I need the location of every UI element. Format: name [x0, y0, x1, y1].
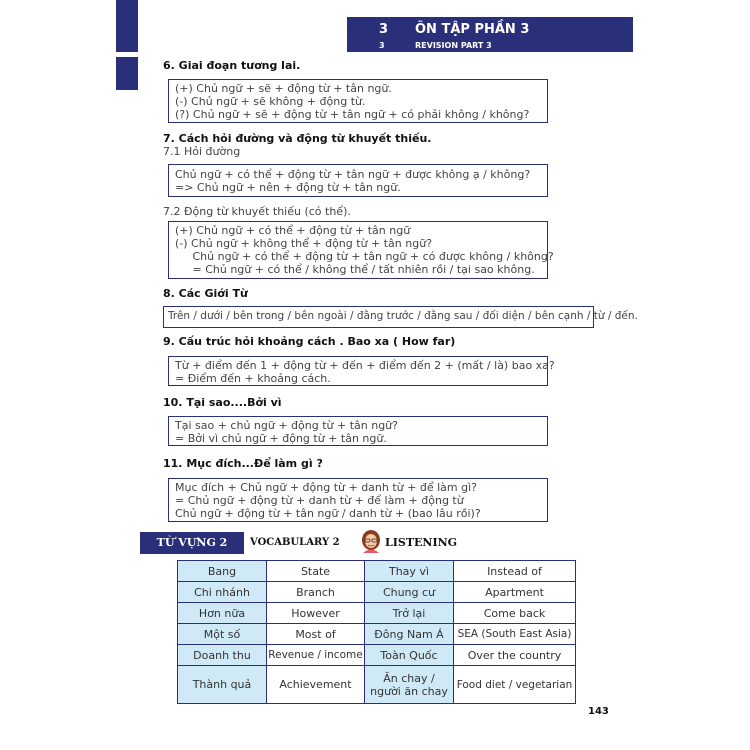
vocabulary-title-en: VOCABULARY 2	[250, 537, 340, 548]
formula-line: Mục đích + Chủ ngữ + động từ + danh từ + để làm gì?	[175, 481, 477, 494]
vocab-vi-cell: Thay vì	[365, 561, 454, 582]
table-row	[178, 624, 576, 645]
section-6-box	[168, 79, 548, 123]
formula-line: Chủ ngữ + có thể + động từ + tân ngữ + được không ạ / không?	[175, 168, 531, 181]
vocab-en-cell: Apartment	[454, 582, 576, 603]
vocab-vi-cell: Doanh thu	[178, 645, 267, 666]
side-tab-top	[116, 0, 138, 52]
formula-line: => Chủ ngữ + nên + động từ + tân ngữ.	[175, 181, 401, 194]
section-7-2-box	[168, 221, 554, 279]
vocab-vi-line: Ăn chay /	[383, 671, 435, 685]
vocab-en-cell: Branch	[267, 582, 365, 603]
table-row	[178, 561, 576, 582]
chapter-title-vi: ÔN TẬP PHẦN 3	[415, 22, 530, 37]
listening-label[interactable]: LISTENING	[385, 536, 458, 549]
formula-line: (+) Chủ ngữ + có thể + động từ + tân ngữ	[175, 224, 411, 237]
vocab-en-cell: SEA (South East Asia)	[454, 624, 576, 645]
table-row	[178, 603, 576, 624]
section-11-heading: 11. Mục đích...Để làm gì ?	[163, 457, 323, 470]
section-8-box	[163, 306, 638, 328]
chapter-number: 3	[379, 22, 389, 37]
vocab-en-cell: Achievement	[267, 666, 365, 704]
vocab-en-cell: Food diet / vegetarian	[454, 666, 576, 704]
vocab-en-cell: Instead of	[454, 561, 576, 582]
table-row	[178, 666, 576, 704]
table-row	[178, 645, 576, 666]
page-number: 143	[588, 706, 609, 717]
chapter-title-en: REVISION PART 3	[415, 41, 492, 50]
vocab-en-cell: However	[267, 603, 365, 624]
vocab-vi-cell: Chi nhánh	[178, 582, 267, 603]
formula-line: = Bởi vì chủ ngữ + động từ + tân ngữ.	[175, 432, 387, 445]
section-10-box	[168, 416, 548, 446]
vocab-en-cell: Come back	[454, 603, 576, 624]
vocab-vi-cell: Thành quả	[178, 666, 267, 704]
section-7-1-box	[168, 164, 548, 197]
vocab-en-cell: Revenue / income	[267, 645, 365, 666]
formula-line: = Chủ ngữ + có thể / không thể / tất nhiên rồi / tại sao không.	[175, 263, 535, 276]
formula-line: (?) Chủ ngữ + sẽ + động từ + tân ngữ + có phải không / không?	[175, 108, 530, 121]
section-7-2-subheading: 7.2 Động từ khuyết thiếu (có thể).	[163, 205, 351, 218]
vocab-vi-cell: Trở lại	[365, 603, 454, 624]
formula-line: (-) Chủ ngữ + không thể + động từ + tân ngữ?	[175, 237, 433, 250]
prepositions-line: Trên / dưới / bên trong / bên ngoài / đằng trước / đằng sau / đối diện / bên cạnh / từ / đến.	[168, 310, 638, 322]
vocab-vi-line: người ăn chay	[370, 684, 448, 698]
vocab-en-cell: Most of	[267, 624, 365, 645]
vocab-en-cell: State	[267, 561, 365, 582]
section-9-heading: 9. Cấu trúc hỏi khoảng cách . Bao xa ( How far)	[163, 335, 456, 348]
section-11-box	[168, 478, 548, 522]
section-7-1-subheading: 7.1 Hỏi đường	[163, 145, 241, 158]
formula-line: Chủ ngữ + có thể + động từ + tân ngữ + có được không / không?	[175, 250, 554, 263]
vocabulary-table	[177, 560, 576, 704]
chapter-number-sub: 3	[379, 41, 385, 50]
section-8-heading: 8. Các Giới Từ	[163, 287, 248, 300]
formula-line: (+) Chủ ngữ + sẽ + động từ + tân ngữ.	[175, 82, 392, 95]
vocab-vi-cell-multiline	[365, 666, 454, 704]
formula-line: = Chủ ngữ + động từ + danh từ + để làm + động từ	[175, 494, 464, 507]
formula-line: (-) Chủ ngữ + sẽ không + động từ.	[175, 95, 366, 108]
formula-line: = Điểm đến + khoảng cách.	[175, 372, 331, 385]
vocab-vi-cell: Chung cư	[365, 582, 454, 603]
vocabulary-tag: TỪ VỰNG 2	[140, 532, 244, 554]
chapter-header	[347, 17, 633, 52]
vocab-vi-cell: Một số	[178, 624, 267, 645]
vocab-vi-cell: Đông Nam Á	[365, 624, 454, 645]
vocab-en-cell: Over the country	[454, 645, 576, 666]
formula-line: Chủ ngữ + động từ + tân ngữ / danh từ + (bao lâu rồi)?	[175, 507, 481, 520]
vocab-vi-cell: Hơn nữa	[178, 603, 267, 624]
vocab-vi-cell: Toàn Quốc	[365, 645, 454, 666]
vocab-vi-cell: Bang	[178, 561, 267, 582]
section-7-heading: 7. Cách hỏi đường và động từ khuyết thiếu.	[163, 132, 432, 145]
side-tab-bottom	[116, 57, 138, 90]
formula-line: Từ + điểm đến 1 + động từ + đến + điểm đến 2 + (mất / là) bao xa?	[175, 359, 555, 372]
section-10-heading: 10. Tại sao....Bởi vì	[163, 396, 282, 409]
section-6-heading: 6. Giai đoạn tương lai.	[163, 59, 301, 72]
table-row	[178, 582, 576, 603]
section-9-box	[168, 356, 555, 386]
formula-line: Tại sao + chủ ngữ + động từ + tân ngữ?	[175, 419, 398, 432]
listening-avatar-icon[interactable]	[360, 529, 382, 553]
